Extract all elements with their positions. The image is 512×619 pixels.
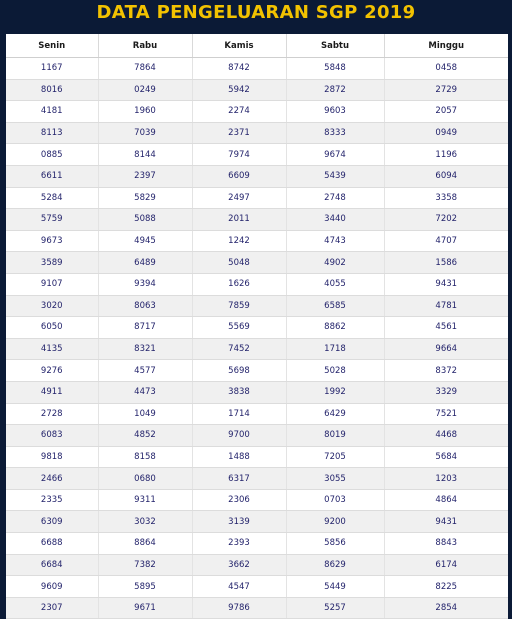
table-cell: 1960: [98, 101, 192, 123]
table-cell: 5284: [6, 187, 98, 209]
page-title: DATA PENGELUARAN SGP 2019: [96, 2, 416, 23]
table-cell: 1242: [192, 230, 286, 252]
table-cell: 8158: [98, 446, 192, 468]
table-row: [6, 295, 508, 317]
header-sabtu: Sabtu: [286, 34, 384, 58]
table-cell: 7205: [286, 446, 384, 468]
table-row: [6, 338, 508, 360]
table-cell: 4561: [384, 317, 508, 339]
table-cell: 1626: [192, 273, 286, 295]
table-cell: 4473: [98, 381, 192, 403]
table-cell: 6050: [6, 317, 98, 339]
header-minggu: Minggu: [384, 34, 508, 58]
table-cell: 5942: [192, 79, 286, 101]
table-cell: 7859: [192, 295, 286, 317]
table-cell: 6611: [6, 165, 98, 187]
table-cell: 1718: [286, 338, 384, 360]
table-cell: 6609: [192, 165, 286, 187]
table-cell: 3440: [286, 209, 384, 231]
table-cell: 6489: [98, 252, 192, 274]
table-row: [6, 511, 508, 533]
table-row: [6, 273, 508, 295]
table-cell: 6688: [6, 533, 98, 555]
table-row: [6, 165, 508, 187]
table-cell: 3329: [384, 381, 508, 403]
table-cell: 1049: [98, 403, 192, 425]
table-cell: 7039: [98, 122, 192, 144]
table-row: [6, 317, 508, 339]
table-cell: 5028: [286, 360, 384, 382]
table-cell: 0885: [6, 144, 98, 166]
table-cell: 6083: [6, 425, 98, 447]
table-cell: 7521: [384, 403, 508, 425]
table-cell: 7452: [192, 338, 286, 360]
table-cell: 9674: [286, 144, 384, 166]
table-cell: 2307: [6, 597, 98, 619]
table-cell: 4181: [6, 101, 98, 123]
table-cell: 2497: [192, 187, 286, 209]
table-cell: 8629: [286, 554, 384, 576]
table-cell: 3358: [384, 187, 508, 209]
table-cell: 9603: [286, 101, 384, 123]
table-cell: 8144: [98, 144, 192, 166]
table-row: [6, 554, 508, 576]
table-cell: 8862: [286, 317, 384, 339]
table-cell: 5759: [6, 209, 98, 231]
table-cell: 8333: [286, 122, 384, 144]
table-cell: 7864: [98, 58, 192, 80]
table-cell: 9394: [98, 273, 192, 295]
table-row: [6, 489, 508, 511]
table-cell: 5856: [286, 533, 384, 555]
table-row: [6, 144, 508, 166]
table-cell: 4135: [6, 338, 98, 360]
table-cell: 9276: [6, 360, 98, 382]
table-row: [6, 403, 508, 425]
table-cell: 6684: [6, 554, 98, 576]
table-cell: 0458: [384, 58, 508, 80]
table-cell: 2854: [384, 597, 508, 619]
table-cell: 5684: [384, 446, 508, 468]
table-cell: 4577: [98, 360, 192, 382]
table-cell: 5048: [192, 252, 286, 274]
table-row: [6, 209, 508, 231]
table-cell: 0680: [98, 468, 192, 490]
table-cell: 8742: [192, 58, 286, 80]
table-cell: 4055: [286, 273, 384, 295]
table-body: [6, 58, 508, 619]
table-cell: 1714: [192, 403, 286, 425]
header-kamis: Kamis: [192, 34, 286, 58]
table-cell: 9700: [192, 425, 286, 447]
table-cell: 7202: [384, 209, 508, 231]
table-cell: 9818: [6, 446, 98, 468]
table-row: [6, 230, 508, 252]
table-cell: 9107: [6, 273, 98, 295]
table-cell: 9431: [384, 511, 508, 533]
table-row: [6, 79, 508, 101]
table-cell: 6429: [286, 403, 384, 425]
table-cell: 1992: [286, 381, 384, 403]
table-cell: 7382: [98, 554, 192, 576]
table-cell: 2057: [384, 101, 508, 123]
table-cell: 2011: [192, 209, 286, 231]
table-cell: 1167: [6, 58, 98, 80]
table-cell: 9673: [6, 230, 98, 252]
table-cell: 6174: [384, 554, 508, 576]
table-cell: 5848: [286, 58, 384, 80]
table-cell: 8113: [6, 122, 98, 144]
table-row: [6, 533, 508, 555]
table-cell: 2729: [384, 79, 508, 101]
table-row: [6, 252, 508, 274]
table-cell: 4547: [192, 576, 286, 598]
table-cell: 6585: [286, 295, 384, 317]
table-cell: 4468: [384, 425, 508, 447]
table-row: [6, 597, 508, 619]
table-cell: 0949: [384, 122, 508, 144]
table-cell: 8843: [384, 533, 508, 555]
table-cell: 1586: [384, 252, 508, 274]
table-row: [6, 101, 508, 123]
table-cell: 5829: [98, 187, 192, 209]
table-cell: 1488: [192, 446, 286, 468]
table-cell: 9431: [384, 273, 508, 295]
table-cell: 4945: [98, 230, 192, 252]
table-row: [6, 360, 508, 382]
table-cell: 5569: [192, 317, 286, 339]
table-cell: 4852: [98, 425, 192, 447]
table-cell: 8372: [384, 360, 508, 382]
table-cell: 9664: [384, 338, 508, 360]
table-cell: 6309: [6, 511, 98, 533]
table-cell: 8063: [98, 295, 192, 317]
table-cell: 4707: [384, 230, 508, 252]
table-cell: 2728: [6, 403, 98, 425]
table-cell: 4743: [286, 230, 384, 252]
table-cell: 5449: [286, 576, 384, 598]
table-cell: 2466: [6, 468, 98, 490]
table-header-row: [6, 34, 508, 58]
header-senin: Senin: [6, 34, 98, 58]
table-cell: 7974: [192, 144, 286, 166]
results-table-container: [6, 34, 508, 614]
results-table: [6, 34, 508, 619]
table-cell: 5895: [98, 576, 192, 598]
table-cell: 9671: [98, 597, 192, 619]
table-cell: 6094: [384, 165, 508, 187]
table-cell: 2371: [192, 122, 286, 144]
table-cell: 9786: [192, 597, 286, 619]
table-cell: 8016: [6, 79, 98, 101]
table-cell: 2872: [286, 79, 384, 101]
table-row: [6, 468, 508, 490]
table-cell: 9200: [286, 511, 384, 533]
table-cell: 5257: [286, 597, 384, 619]
table-cell: 2397: [98, 165, 192, 187]
table-cell: 4864: [384, 489, 508, 511]
table-cell: 2748: [286, 187, 384, 209]
table-cell: 0249: [98, 79, 192, 101]
table-cell: 3055: [286, 468, 384, 490]
table-cell: 1203: [384, 468, 508, 490]
table-cell: 8321: [98, 338, 192, 360]
table-cell: 3032: [98, 511, 192, 533]
table-cell: 8864: [98, 533, 192, 555]
table-cell: 8225: [384, 576, 508, 598]
table-cell: 5088: [98, 209, 192, 231]
table-row: [6, 576, 508, 598]
table-row: [6, 58, 508, 80]
table-cell: 4911: [6, 381, 98, 403]
table-cell: 6317: [192, 468, 286, 490]
table-cell: 5698: [192, 360, 286, 382]
table-row: [6, 425, 508, 447]
table-row: [6, 446, 508, 468]
table-cell: 0703: [286, 489, 384, 511]
table-cell: 2393: [192, 533, 286, 555]
table-cell: 3838: [192, 381, 286, 403]
table-cell: 5439: [286, 165, 384, 187]
table-cell: 3589: [6, 252, 98, 274]
table-cell: 4781: [384, 295, 508, 317]
header-rabu: Rabu: [98, 34, 192, 58]
table-cell: 3139: [192, 511, 286, 533]
table-row: [6, 122, 508, 144]
table-cell: 2306: [192, 489, 286, 511]
table-cell: 4902: [286, 252, 384, 274]
table-row: [6, 187, 508, 209]
table-cell: 2274: [192, 101, 286, 123]
table-cell: 3662: [192, 554, 286, 576]
table-cell: 2335: [6, 489, 98, 511]
table-cell: 9311: [98, 489, 192, 511]
table-cell: 9609: [6, 576, 98, 598]
table-cell: 3020: [6, 295, 98, 317]
table-row: [6, 381, 508, 403]
table-cell: 1196: [384, 144, 508, 166]
table-cell: 8717: [98, 317, 192, 339]
table-cell: 8019: [286, 425, 384, 447]
